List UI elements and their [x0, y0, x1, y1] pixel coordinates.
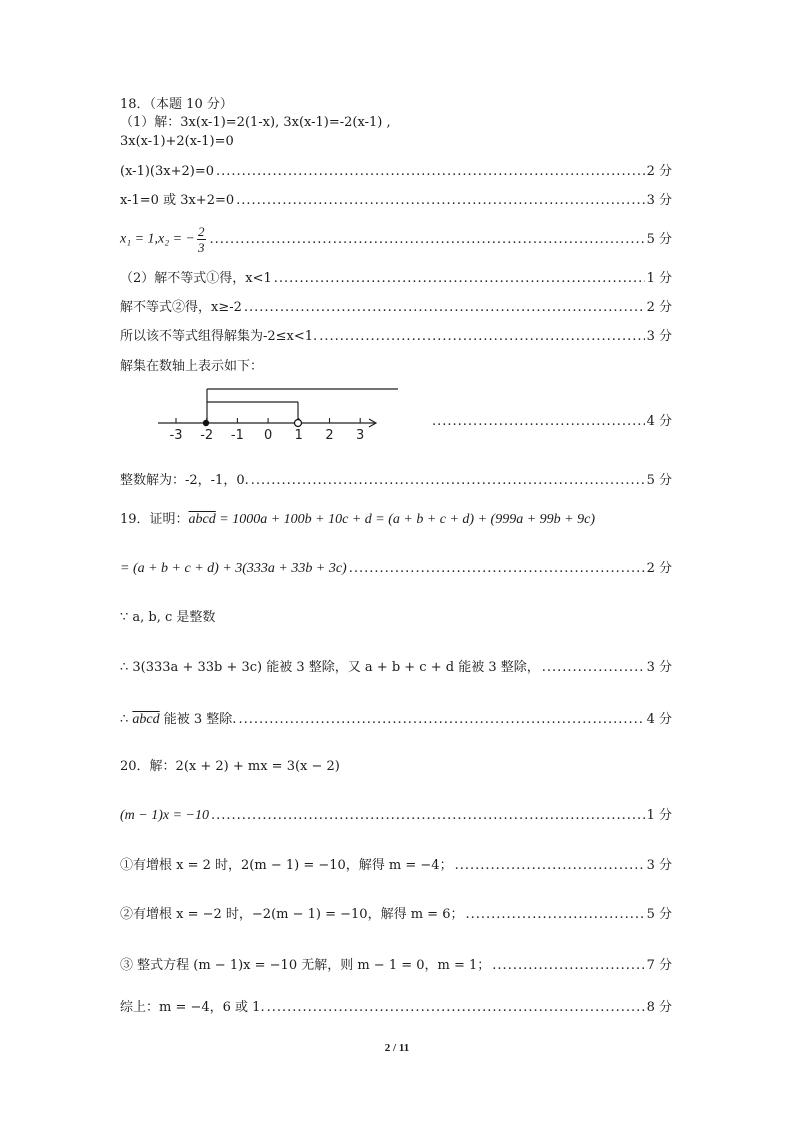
q18-integers: 整数解为：-2，-1，0. [120, 473, 249, 488]
q19-line2-row [120, 560, 672, 578]
leader-dots [319, 328, 644, 346]
q18-solution-row [120, 224, 672, 255]
leader-dots [267, 999, 645, 1017]
points-label: 4 分 [646, 414, 672, 429]
q20-line6: 综上：m = −4，6 或 1. [120, 1000, 265, 1015]
fraction-denominator: 3 [198, 240, 205, 255]
q18-step2: x-1=0 或 3x+2=0 [120, 193, 235, 208]
q19-line4-row [120, 659, 672, 677]
q19-line1 [120, 511, 672, 529]
q18-integers-row [120, 472, 672, 490]
q20-line3: ①有增根 x = 2 时，2(m − 1) = −10，解得 m = −4； [120, 858, 453, 873]
q20-line2-row [120, 807, 672, 825]
open-endpoint [295, 420, 302, 427]
axis-tick-label: 3 [356, 428, 365, 443]
q18-step2-row [120, 192, 672, 210]
q19-overline-number: abcd [132, 712, 160, 727]
axis-ticks [170, 418, 365, 443]
q18-part2-ineq2: 解不等式②得，x≥-2 [120, 300, 242, 315]
q18-part2-row3 [120, 328, 672, 346]
q19-expansion: = 1000a + 100b + 10c + d = (a + b + c + d) + (999a + 99b + 9c) [215, 512, 595, 527]
q20-line1: 20．解：2(x + 2) + mx = 3(x − 2) [120, 759, 340, 774]
q19-line5 [120, 711, 236, 729]
axis-tick-label: -1 [230, 428, 244, 443]
q20-line6-row [120, 999, 672, 1017]
axis-tick-label: 1 [294, 428, 303, 443]
points-label: 2 分 [646, 300, 672, 315]
q20-line3-row [120, 857, 672, 875]
leader-dots [432, 413, 645, 431]
leader-dots [542, 659, 645, 677]
leader-dots [492, 957, 644, 975]
leader-dots [216, 163, 645, 181]
points-label: 5 分 [646, 231, 672, 247]
q19-line3: ∵ a, b, c 是整数 [120, 610, 216, 625]
q18-part1-line2: 3x(x-1)+2(x-1)=0 [120, 134, 234, 149]
q18-part2-row1 [120, 270, 672, 288]
closed-endpoint [203, 420, 209, 426]
q19-conclusion: 能被 3 整除. [159, 712, 237, 727]
points-label: 3 分 [646, 660, 672, 675]
fraction-numerator: 2 [198, 224, 205, 239]
points-label: 2 分 [646, 164, 672, 179]
q18-header: 18．（本题 10 分） [120, 97, 233, 112]
q19-line5-row [120, 711, 672, 729]
q20-line5-row [120, 957, 672, 975]
points-label: 1 分 [646, 808, 672, 823]
q18-step1-row [120, 163, 672, 181]
axis-tick-label: -2 [200, 428, 214, 443]
leader-dots [210, 225, 645, 255]
q18-numline-points-row [430, 413, 672, 431]
axis-tick-label: -3 [169, 428, 183, 443]
q18-part1-line1: （1）解：3x(x-1)=2(1-x), 3x(x-1)=-2(x-1) , [120, 115, 391, 130]
leader-dots [455, 857, 645, 875]
q19-line2: = (a + b + c + d) + 3(333a + 33b + 3c) [120, 561, 347, 576]
number-line-figure [150, 384, 430, 444]
points-label: 2 分 [646, 561, 672, 576]
q18-solution-prefix: x₁ = 1,x₂ = − [120, 231, 196, 247]
points-label: 8 分 [646, 1000, 672, 1015]
q20-line2: (m − 1)x = −10 [120, 808, 209, 823]
axis-tick-label: 2 [325, 428, 334, 443]
leader-dots [349, 560, 645, 578]
points-label: 4 分 [646, 712, 672, 727]
q18-part2-row2 [120, 299, 672, 317]
q20-line5: ③ 整式方程 (m − 1)x = −10 无解，则 m − 1 = 0，m = 1； [120, 958, 491, 973]
q19-prefix: 19．证明： [120, 512, 189, 527]
fraction [197, 224, 206, 255]
q20-line4-row [120, 906, 672, 924]
page-number: 2 / 11 [384, 1042, 410, 1054]
points-label: 3 分 [646, 329, 672, 344]
q18-step1: (x-1)(3x+2)=0 [120, 164, 214, 179]
leader-dots [251, 472, 645, 490]
points-label: 5 分 [646, 907, 672, 922]
points-label: 3 分 [646, 858, 672, 873]
leader-dots [236, 192, 644, 210]
points-label: 1 分 [646, 271, 672, 286]
leader-dots [274, 270, 645, 288]
points-label: 5 分 [646, 473, 672, 488]
axis-tick-label: 0 [263, 428, 273, 443]
q19-line4: ∴ 3(333a + 33b + 3c) 能被 3 整除，又 a + b + c + d 能被 3 整除， [120, 660, 540, 675]
q20-line4: ②有增根 x = −2 时，−2(m − 1) = −10，解得 m = 6； [120, 907, 464, 922]
therefore-symbol: ∴ [120, 712, 133, 727]
leader-dots [465, 906, 644, 924]
leader-dots [211, 807, 645, 825]
q18-part2-ineq1: （2）解不等式①得，x<1 [120, 271, 272, 286]
leader-dots [244, 299, 645, 317]
leader-dots [238, 711, 644, 729]
q18-numline-intro: 解集在数轴上表示如下： [120, 359, 264, 374]
points-label: 3 分 [646, 193, 672, 208]
q19-overline-number: abcd [188, 512, 216, 527]
points-label: 7 分 [646, 958, 672, 973]
q18-solution [120, 224, 208, 255]
q18-part2-solution-set: 所以该不等式组得解集为-2≤x<1. [120, 329, 318, 344]
